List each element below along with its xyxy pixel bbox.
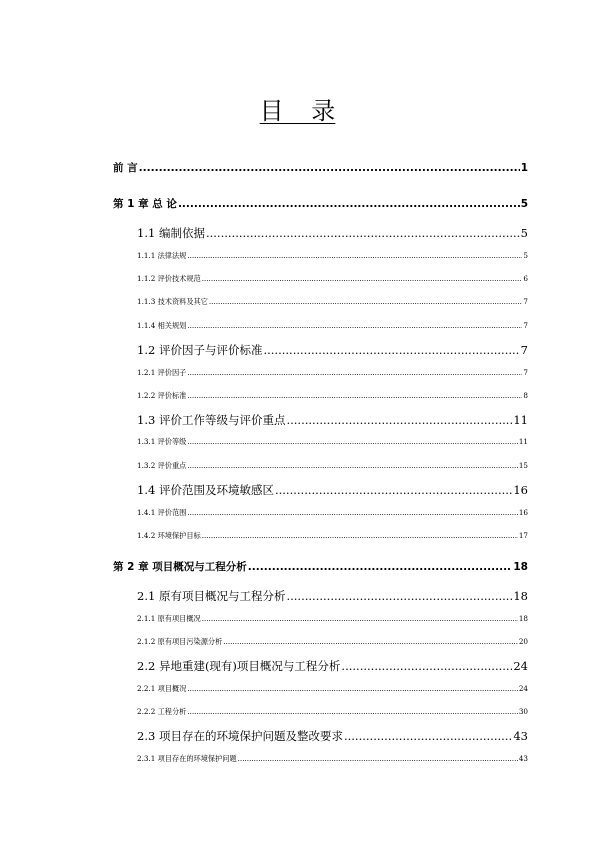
toc-entry-label: 1.1 编制依据 xyxy=(137,226,205,240)
toc-entry-label: 2.2.2 工程分析 xyxy=(137,707,187,716)
toc-entry-subsection[interactable] xyxy=(137,684,528,694)
toc-leader-dots xyxy=(275,483,512,497)
toc-leader-dots xyxy=(187,461,518,471)
toc-entry-label: 2.3 项目存在的环境保护问题及整改要求 xyxy=(137,729,343,743)
toc-entry-subsection[interactable] xyxy=(137,707,528,717)
toc-entry-label: 2.1.2 原有项目污染源分析 xyxy=(137,637,223,646)
toc-leader-dots xyxy=(238,754,518,764)
toc-entry-label: 2.2 异地重建(现有)项目概况与工程分析 xyxy=(137,659,341,673)
toc-entry-subsection[interactable] xyxy=(137,614,528,624)
toc-leader-dots xyxy=(178,197,520,211)
toc-entry-label: 1.4.2 环境保护目标 xyxy=(137,531,201,540)
toc-leader-dots xyxy=(341,659,512,673)
toc-leader-dots xyxy=(187,321,522,331)
toc-entry-label: 1.1.3 技术资料及其它 xyxy=(137,297,208,306)
toc-page-number: 5 xyxy=(523,251,528,260)
toc-leader-dots xyxy=(202,531,518,541)
toc-leader-dots xyxy=(263,343,519,357)
toc-entry-section[interactable] xyxy=(137,483,528,497)
toc-page-number: 30 xyxy=(518,707,528,716)
toc-entry-section[interactable] xyxy=(137,413,528,427)
toc-entry-subsection[interactable] xyxy=(137,274,528,284)
toc-leader-dots xyxy=(344,729,512,743)
toc-entry-chapter-1[interactable] xyxy=(113,197,528,211)
toc-entry-section[interactable] xyxy=(137,343,528,357)
toc-page-number: 20 xyxy=(518,637,528,646)
toc-page-number: 8 xyxy=(523,391,528,400)
toc-entry-subsection[interactable] xyxy=(137,461,528,471)
toc-entry-section[interactable] xyxy=(137,589,528,603)
toc-page-number: 7 xyxy=(523,297,528,306)
toc-page-number: 5 xyxy=(520,198,528,210)
toc-entry-label: 1.2.2 评价标准 xyxy=(137,391,187,400)
toc-leader-dots xyxy=(248,560,513,574)
toc-leader-dots xyxy=(187,508,518,518)
toc-page-number: 43 xyxy=(518,754,528,763)
toc-entry-label: 1.1.1 法律法规 xyxy=(137,251,187,260)
toc-leader-dots xyxy=(286,589,512,603)
toc-entry-label: 第 2 章 项目概况与工程分析 xyxy=(113,561,247,573)
toc-entry-label: 2.1 原有项目概况与工程分析 xyxy=(137,589,286,603)
toc-leader-dots xyxy=(202,614,518,624)
toc-entry-label: 1.3.2 评价重点 xyxy=(137,461,187,470)
toc-entry-section[interactable] xyxy=(137,729,528,743)
toc-page-number: 24 xyxy=(518,684,528,693)
toc-leader-dots xyxy=(187,251,522,261)
toc-page-number: 7 xyxy=(520,343,528,357)
toc-page-number: 18 xyxy=(513,589,528,603)
toc-page-number: 16 xyxy=(518,508,528,517)
toc-entry-label: 1.4 评价范围及环境敏感区 xyxy=(137,483,274,497)
toc-entry-label: 2.2.1 项目概况 xyxy=(137,684,187,693)
toc-leader-dots xyxy=(139,161,520,175)
toc-entry-subsection[interactable] xyxy=(137,508,528,518)
toc-entry-label: 1.3 评价工作等级与评价重点 xyxy=(137,413,286,427)
toc-entry-label: 2.1.1 原有项目概况 xyxy=(137,614,201,623)
toc-page-number: 17 xyxy=(518,531,528,540)
toc-entry-label: 1.2 评价因子与评价标准 xyxy=(137,343,263,357)
toc-entry-label: 第 1 章 总 论 xyxy=(113,198,177,210)
toc-page-number: 43 xyxy=(513,729,528,743)
toc-entry-section[interactable] xyxy=(137,226,528,240)
toc-entry-subsection[interactable] xyxy=(137,391,528,401)
toc-entry-chapter-2[interactable] xyxy=(113,560,528,574)
toc-entry-subsection[interactable] xyxy=(137,297,528,307)
toc-entry-label: 1.2.1 评价因子 xyxy=(137,368,187,377)
toc-entry-subsection[interactable] xyxy=(137,368,528,378)
toc-entry-subsection[interactable] xyxy=(137,251,528,261)
toc-entry-label: 前 言 xyxy=(113,162,138,174)
toc-leader-dots xyxy=(223,637,518,647)
toc-entry-label: 1.4.1 评价范围 xyxy=(137,508,187,517)
toc-page-number: 7 xyxy=(523,368,528,377)
toc-entry-section[interactable] xyxy=(137,659,528,673)
toc-leader-dots xyxy=(202,274,523,284)
toc-entry-subsection[interactable] xyxy=(137,437,528,447)
toc-leader-dots xyxy=(187,368,522,378)
toc-page-number: 11 xyxy=(518,437,528,446)
toc-entry-label: 1.1.2 评价技术规范 xyxy=(137,274,201,283)
toc-page-number: 5 xyxy=(520,226,528,240)
toc-leader-dots xyxy=(286,413,512,427)
toc-entry-subsection[interactable] xyxy=(137,321,528,331)
toc-page-number: 24 xyxy=(513,659,528,673)
toc-leader-dots xyxy=(206,226,520,240)
toc-leader-dots xyxy=(187,684,518,694)
toc-page-number: 11 xyxy=(513,413,528,427)
toc-page-number: 16 xyxy=(513,483,528,497)
toc-entry-label: 1.1.4 相关规划 xyxy=(137,321,187,330)
toc-entry-subsection[interactable] xyxy=(137,637,528,647)
toc-leader-dots xyxy=(209,297,523,307)
toc-leader-dots xyxy=(187,437,518,447)
toc-entry-preface[interactable] xyxy=(113,161,528,175)
toc-page-number: 1 xyxy=(520,162,528,174)
toc-page-number: 18 xyxy=(518,614,528,623)
toc-entry-label: 1.3.1 评价等级 xyxy=(137,437,187,446)
toc-page-number: 18 xyxy=(513,561,528,573)
toc-page-number: 7 xyxy=(523,321,528,330)
toc-title: 目 录 xyxy=(259,97,336,125)
toc-entry-subsection[interactable] xyxy=(137,754,528,764)
toc-entry-subsection[interactable] xyxy=(137,531,528,541)
toc-page-number: 6 xyxy=(523,274,528,283)
toc-leader-dots xyxy=(187,391,522,401)
toc-leader-dots xyxy=(187,707,518,717)
toc-page-number: 15 xyxy=(518,461,528,470)
toc-entry-label: 2.3.1 项目存在的环境保护问题 xyxy=(137,754,237,763)
